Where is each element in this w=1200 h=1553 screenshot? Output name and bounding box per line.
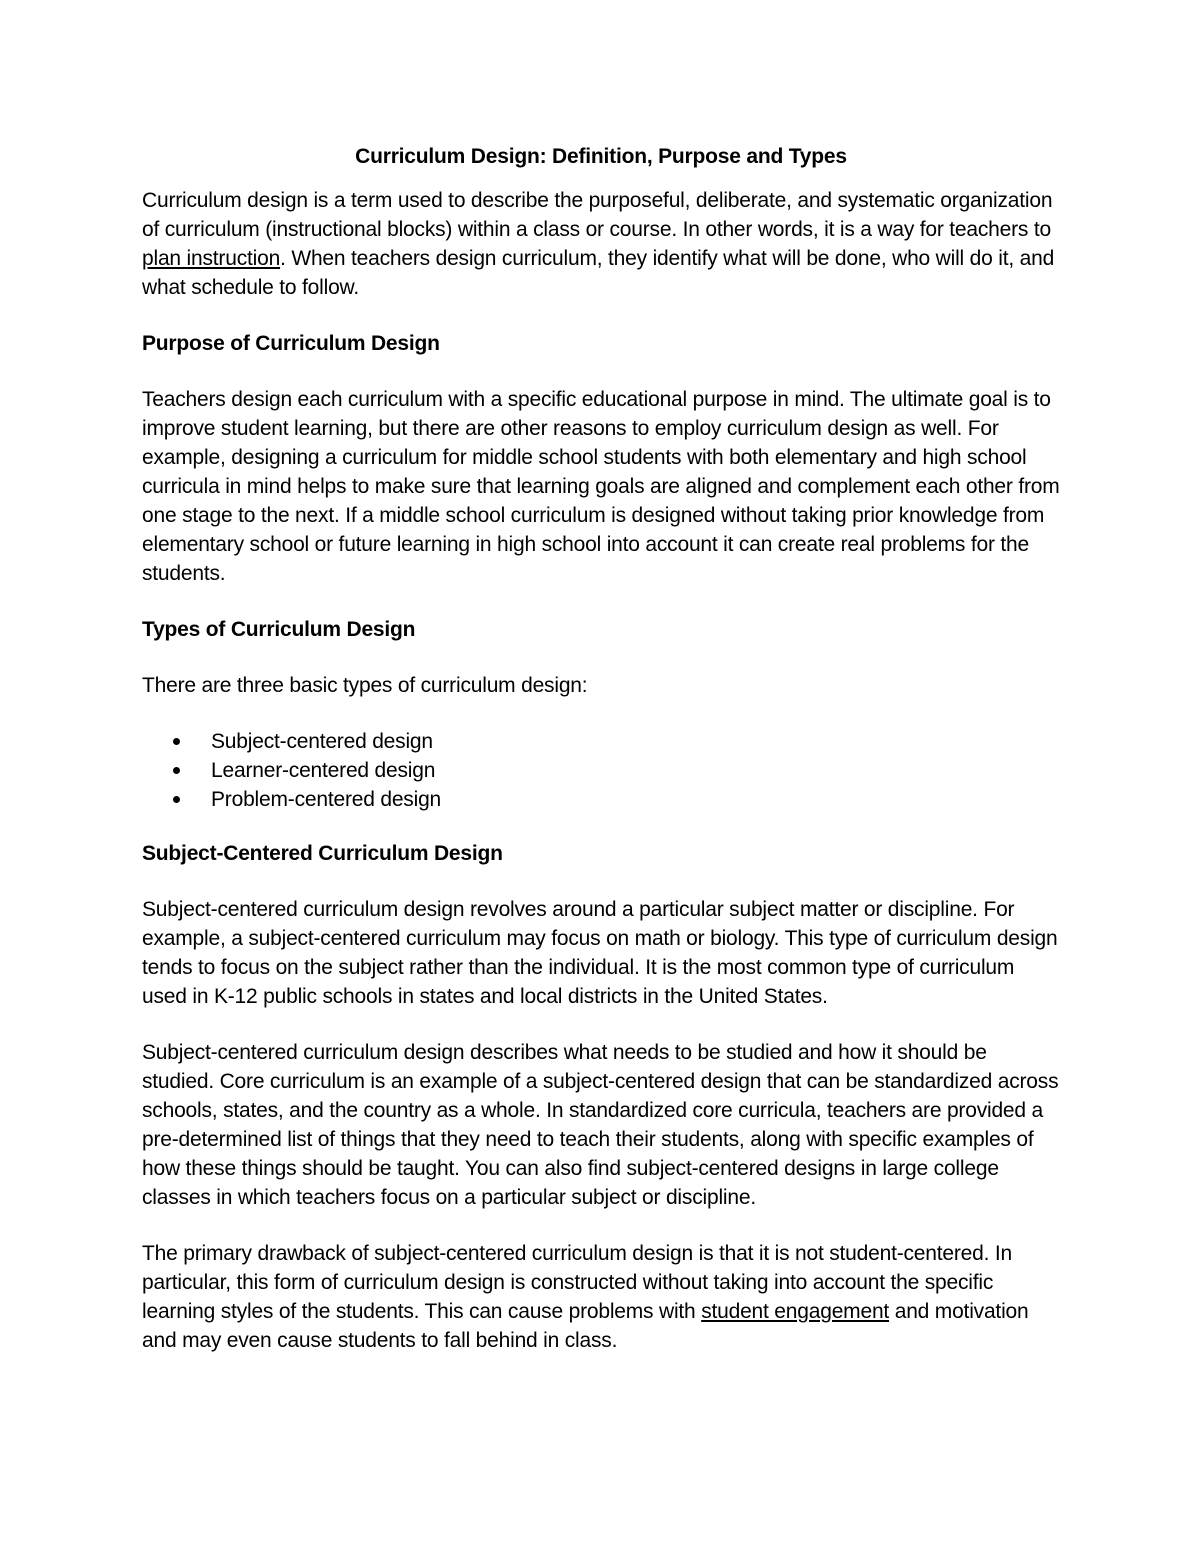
intro-text-start: Curriculum design is a term used to describe the purposeful, deliberate, and systematic organization of curriculum (instructional blocks) within a class or course. In other words, it is a way for teachers to [142,189,1053,241]
student-engagement-link[interactable]: student engagement [701,1300,890,1323]
intro-paragraph [142,186,1060,302]
subject-centered-heading: Subject-Centered Curriculum Design [142,842,503,865]
purpose-heading: Purpose of Curriculum Design [142,332,440,355]
subject-paragraph-1: Subject-centered curriculum design revolves around a particular subject matter or discipline. For example, a subject-centered curriculum may focus on math or biology. This type of curriculum design tends to focus on the subject rather than the individual. It is the most common type of curriculum used in K-12 public schools in states and local districts in the United States. [142,898,1058,1008]
bullet-icon [173,738,180,745]
list-item-label: Problem-centered design [211,788,442,811]
types-heading: Types of Curriculum Design [142,618,416,641]
purpose-paragraph: Teachers design each curriculum with a specific educational purpose in mind. The ultimate goal is to improve student learning, but there are other reasons to employ curriculum design as well. For example, designing a curriculum for middle school students with both elementary and high school curricula in mind helps to make sure that learning goals are aligned and complement each other from one stage to the next. If a middle school curriculum is designed without taking prior knowledge from elementary school or future learning in high school into account it can create real problems for the students. [142,388,1060,585]
types-list [142,727,1060,814]
list-item [142,785,1060,814]
plan-instruction-link[interactable]: plan instruction [142,247,281,270]
list-item [142,756,1060,785]
types-intro: There are three basic types of curriculum design: [142,674,588,697]
intro-text-end: . When teachers design curriculum, they identify what will be done, who will do it, and what schedule to follow. [142,247,1055,299]
drawback-text-start: The primary drawback of subject-centered curriculum design is that it is not student-centered. In particular, this form of curriculum design is constructed without taking into account the specific learning styles of the students. This can cause problems with [142,1242,1013,1323]
drawback-text-end: and motivation and may even cause students to fall behind in class. [142,1300,1029,1352]
bullet-icon [173,767,180,774]
list-item-label: Learner-centered design [211,759,436,782]
list-item [142,727,1060,756]
document-title: Curriculum Design: Definition, Purpose and Types [355,145,847,168]
list-item-label: Subject-centered design [211,730,433,753]
subject-paragraph-2: Subject-centered curriculum design describes what needs to be studied and how it should be studied. Core curriculum is an example of a subject-centered design that can be standardized across schools, states, and the country as a whole. In standardized core curricula, teachers are provided a pre-determined list of things that they need to teach their students, along with specific examples of how these things should be taught. You can also find subject-centered designs in large college classes in which teachers focus on a particular subject or discipline. [142,1041,1059,1209]
subject-paragraph-3 [142,1239,1060,1355]
bullet-icon [173,796,180,803]
